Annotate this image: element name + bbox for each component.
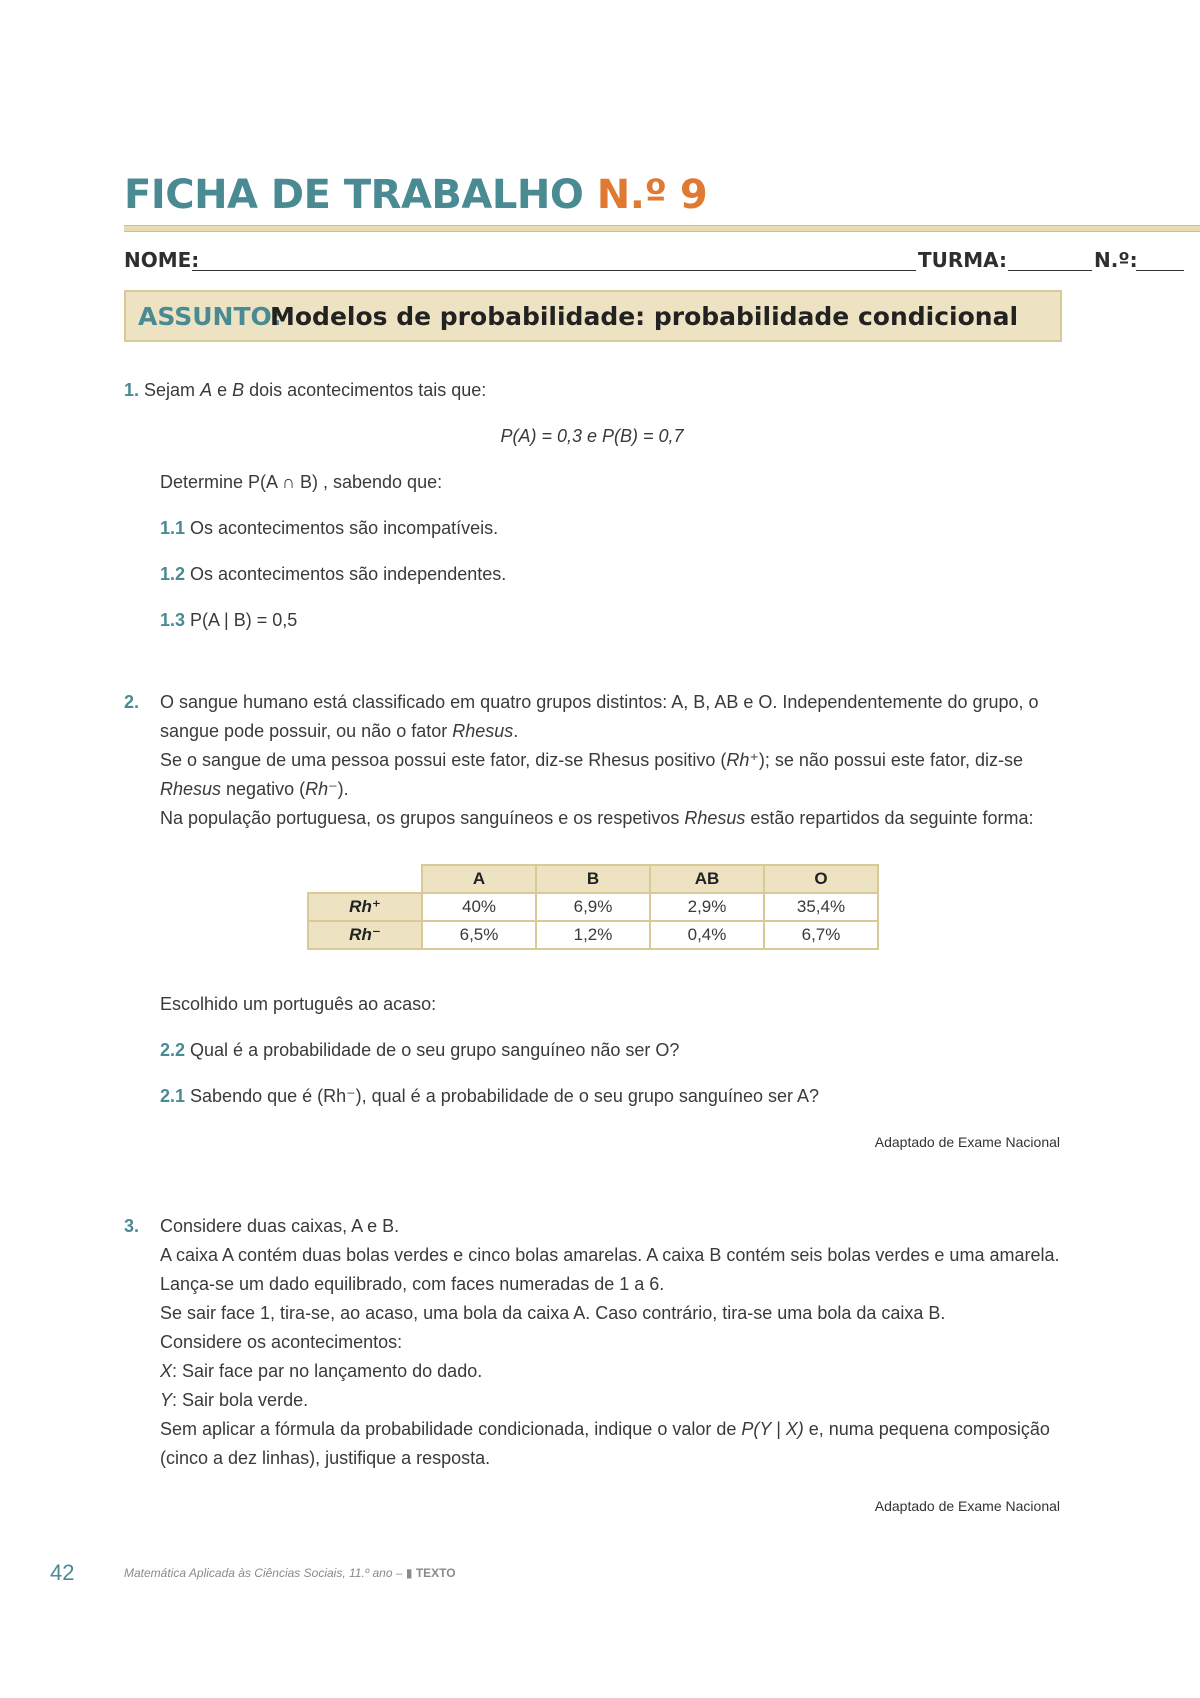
q2-paragraph-2 (160, 746, 1060, 804)
q2-paragraph-3 (160, 804, 1060, 833)
q2-p1-c: . (513, 721, 519, 741)
q2-sub-2-number: 2.2 (160, 1040, 186, 1060)
q1-intro-and: e (212, 380, 233, 400)
table-cell: 1,2% (536, 921, 650, 949)
subject-box (124, 290, 1062, 342)
q3-source: Adaptado de Exame Nacional (874, 1498, 1060, 1514)
footer-book: Matemática Aplicada às Ciências Sociais, 11.º ano – (124, 1566, 406, 1580)
q3-final-b: P(Y | X) (741, 1419, 804, 1439)
q3-y-var: Y (160, 1390, 173, 1410)
table-cell: 6,9% (536, 893, 650, 921)
question-3-number (124, 1212, 139, 1241)
q2-p2-g: ). (337, 779, 349, 799)
question-2-number (124, 688, 139, 717)
table-header-b: B (536, 865, 650, 893)
q2-escolhido: Escolhido um português ao acaso: (160, 994, 437, 1014)
q1-sub-1-number: 1.1 (160, 518, 186, 538)
q3-event-y (160, 1386, 1060, 1415)
q2-p3-b: Rhesus (684, 808, 746, 828)
turma-label: TURMA: (918, 248, 1008, 272)
q2-source: Adaptado de Exame Nacional (874, 1134, 1060, 1150)
numero-label: N.º: (1094, 248, 1138, 272)
q3-x-var: X (160, 1361, 173, 1381)
q1-sub-1-text: Os acontecimentos são incompatíveis. (185, 518, 499, 538)
q2-paragraph-1 (160, 688, 1060, 746)
table-cell: 2,9% (650, 893, 764, 921)
q3-line-1: Considere duas caixas, A e B. (160, 1216, 400, 1236)
page-title (124, 172, 707, 218)
blood-group-table (307, 864, 879, 950)
book-icon: ▮ (405, 1566, 413, 1580)
q1-sub-3-number: 1.3 (160, 610, 186, 630)
q2-num: 2. (124, 692, 140, 712)
q1-intro-text: Sejam (144, 380, 201, 400)
table-cell: 6,7% (764, 921, 878, 949)
q2-p3-c: estão repartidos da seguinte forma: (745, 808, 1034, 828)
question-1-number: 1. (124, 380, 140, 400)
table-corner (308, 865, 422, 893)
q1-sub-3-text: P(A | B) = 0,5 (185, 610, 298, 630)
footer-credit (124, 1566, 456, 1580)
nome-field[interactable] (192, 270, 916, 271)
q3-x-text: : Sair face par no lançamento do dado. (172, 1361, 483, 1381)
q1-sub-2 (160, 560, 506, 589)
table-cell: 40% (422, 893, 536, 921)
q2-p2-b: Rh⁺ (726, 750, 759, 770)
q2-p2-d: Rhesus (160, 779, 222, 799)
question-2-text (160, 688, 1060, 833)
question-1-intro (124, 376, 486, 405)
q1-var-a: A (200, 380, 213, 400)
q2-sub-1 (160, 1082, 819, 1111)
page-number: 42 (50, 1560, 75, 1585)
numero-field[interactable] (1136, 270, 1184, 271)
question-3-text (160, 1212, 1060, 1473)
q3-line-5: Considere os acontecimentos: (160, 1332, 403, 1352)
subject-text: Modelos de probabilidade: probabilidade condicional (270, 302, 1019, 331)
title-number: N.º 9 (596, 172, 708, 218)
table-header-row (308, 865, 878, 893)
q3-line-3: Lança-se um dado equilibrado, com faces numeradas de 1 a 6. (160, 1274, 665, 1294)
subject-label: ASSUNTO: (138, 302, 282, 331)
student-fields (124, 248, 1138, 276)
q1-intro-rest: dois acontecimentos tais que: (244, 380, 487, 400)
q1-determine: Determine P(A ∩ B) , sabendo que: (160, 472, 443, 492)
q3-line-4: Se sair face 1, tira-se, ao acaso, uma bola da caixa A. Caso contrário, tira-se uma bola da caixa B. (160, 1303, 946, 1323)
table-header-ab: AB (650, 865, 764, 893)
q1-sub-3 (160, 606, 297, 635)
q2-sub-1-text: Sabendo que é (Rh⁻), qual é a probabilidade de o seu grupo sanguíneo ser A? (185, 1086, 819, 1106)
table-row-label-rh-negative: Rh⁻ (308, 921, 422, 949)
q2-p2-c: ); se não possui este fator, diz-se (758, 750, 1023, 770)
table-row (308, 893, 878, 921)
q3-num: 3. (124, 1216, 140, 1236)
q3-final-a: Sem aplicar a fórmula da probabilidade condicionada, indique o valor de (160, 1419, 742, 1439)
q1-sub-1 (160, 514, 498, 543)
q3-event-x (160, 1357, 1060, 1386)
table-row-label-rh-positive: Rh⁺ (308, 893, 422, 921)
q1-sub-2-number: 1.2 (160, 564, 186, 584)
table-header-o: O (764, 865, 878, 893)
q2-p2-a: Se o sangue de uma pessoa possui este fator, diz-se Rhesus positivo ( (160, 750, 727, 770)
title-main: FICHA DE TRABALHO (124, 172, 597, 218)
q1-sub-2-text: Os acontecimentos são independentes. (185, 564, 507, 584)
turma-field[interactable] (1008, 270, 1092, 271)
table-cell: 6,5% (422, 921, 536, 949)
q2-sub-1-number: 2.1 (160, 1086, 186, 1106)
q2-p3-a: Na população portuguesa, os grupos sanguíneos e os respetivos (160, 808, 685, 828)
footer-brand: TEXTO (415, 1566, 456, 1580)
table-header-a: A (422, 865, 536, 893)
nome-label: NOME: (124, 248, 200, 272)
table-cell: 0,4% (650, 921, 764, 949)
q2-sub-2-text: Qual é a probabilidade de o seu grupo sanguíneo não ser O? (185, 1040, 680, 1060)
q2-sub-2 (160, 1036, 679, 1065)
q2-p2-e: negativo ( (221, 779, 306, 799)
q1-var-b: B (232, 380, 245, 400)
q2-p1-a: O sangue humano está classificado em quatro grupos distintos: A, B, AB e O. Independentemente do grupo, o sangue pode possuir, ou não o fator (160, 692, 1039, 741)
q1-equation: P(A) = 0,3 e P(B) = 0,7 (500, 426, 684, 446)
q2-p1-b: Rhesus (452, 721, 514, 741)
q3-y-text: : Sair bola verde. (172, 1390, 309, 1410)
title-divider (124, 225, 1200, 232)
q2-p2-f: Rh⁻ (305, 779, 338, 799)
q3-line-2: A caixa A contém duas bolas verdes e cinco bolas amarelas. A caixa B contém seis bolas verdes e uma amarela. (160, 1245, 1060, 1265)
table-cell: 35,4% (764, 893, 878, 921)
table-row (308, 921, 878, 949)
q3-final-c: e, numa pequena composição (cinco a dez linhas), justifique a resposta. (160, 1419, 1050, 1468)
q3-final (160, 1415, 1060, 1473)
